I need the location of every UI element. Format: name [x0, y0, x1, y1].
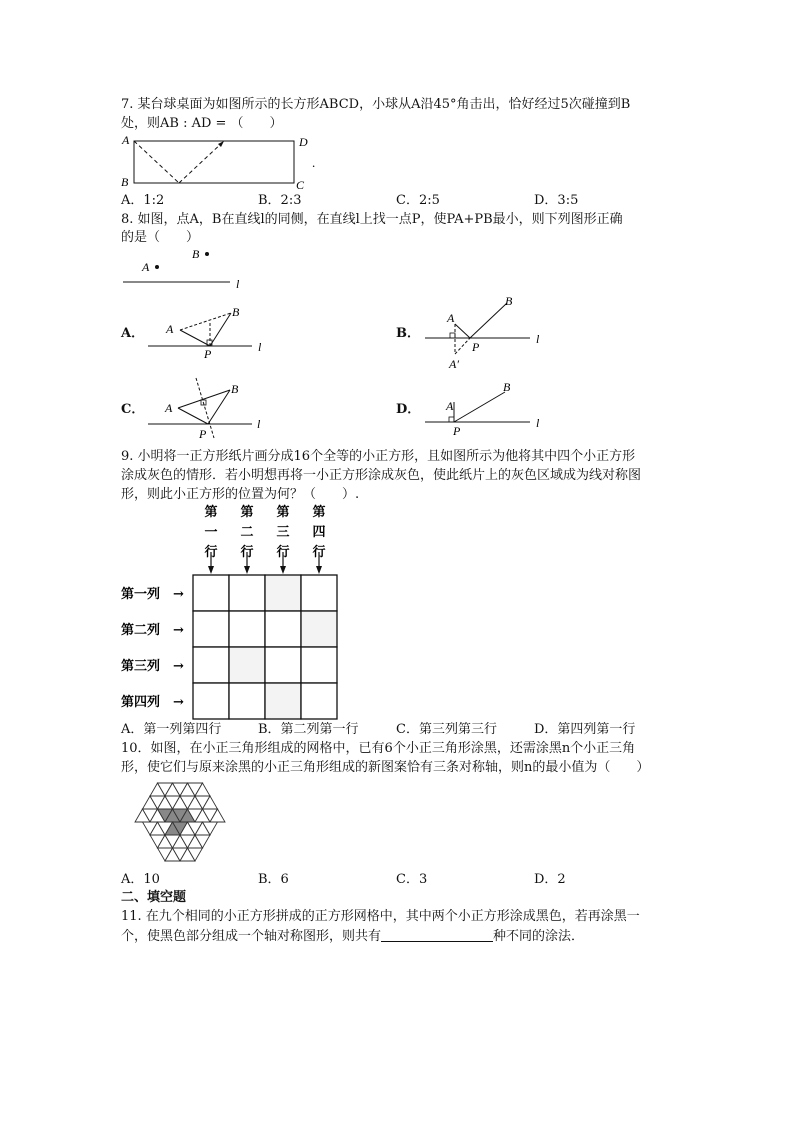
- q8-option-c-figure: [140, 370, 280, 442]
- q9-option-c: C．第三列第三行: [396, 722, 497, 737]
- q8d-label-a: A: [446, 399, 454, 413]
- grid-cell-r4-c4: [301, 683, 337, 719]
- q8b-label-l: l: [536, 332, 540, 346]
- row-header-3: 第三列: [121, 659, 161, 674]
- down-arrow-icon: [208, 566, 214, 574]
- q11-line1: 11. 在九个相同的小正方形拼成的正方形网格中，其中两个小正方形涂成黑色，若再涂黑一: [121, 909, 640, 924]
- grid-cell-r1-c3: [265, 575, 301, 611]
- q8-line1: 8. 如图，点A，B在直线l的同侧，在直线l上找一点P，使PA+PB最小，则下列图形正确: [121, 212, 623, 227]
- q8-option-c-letter: C．: [121, 402, 145, 417]
- q8-option-a-figure: [140, 300, 280, 362]
- down-arrow-icon: [244, 566, 250, 574]
- column-header-char: 二: [240, 525, 254, 540]
- q11-line2-post: 种不同的涂法．: [493, 929, 585, 944]
- q8b-label-b: B: [505, 294, 513, 308]
- q8c-label-p: P: [199, 427, 207, 441]
- q8c-label-b: B: [231, 382, 239, 396]
- q8c-label-l: l: [257, 417, 261, 431]
- grid-cell-r4-c3: [265, 683, 301, 719]
- column-header-char: 行: [312, 545, 326, 560]
- grid-cell-r2-c3: [265, 611, 301, 647]
- q8-option-b-letter: B．: [396, 326, 420, 341]
- grid-cell-r3-c1: [193, 647, 229, 683]
- q11-line2-pre: 个，使黑色部分组成一个轴对称图形，则共有: [121, 929, 382, 944]
- right-arrow-icon: →: [173, 587, 184, 602]
- down-arrow-icon: [280, 566, 286, 574]
- q10-option-d: D．2: [534, 872, 566, 887]
- right-arrow-icon: →: [173, 695, 184, 710]
- column-header-char: 四: [312, 525, 326, 540]
- q8b-label-a: A: [447, 311, 455, 325]
- column-header-char: 第: [276, 505, 290, 520]
- grid-cell-r2-c1: [193, 611, 229, 647]
- q9-option-b: B．第二列第一行: [258, 722, 359, 737]
- q8c-label-a: A: [165, 401, 173, 415]
- grid-cell-r3-c2: [229, 647, 265, 683]
- q7-label-c: C: [296, 178, 305, 192]
- q9-option-d: D．第四列第一行: [534, 722, 636, 737]
- q8-main-label-a: A: [142, 260, 150, 274]
- q7-option-c: C．2:5: [396, 193, 440, 208]
- q11-answer-blank[interactable]: [381, 927, 493, 942]
- right-arrow-icon: →: [173, 659, 184, 674]
- grid-cell-r2-c4: [301, 611, 337, 647]
- q7-label-a: A: [122, 133, 130, 147]
- q10-option-c: C．3: [396, 872, 428, 887]
- q9-line2: 涂成灰色的情形．若小明想再将一小正方形涂成灰色，使此纸片上的灰色区域成为线对称图: [121, 468, 642, 483]
- down-arrow-icon: [316, 566, 322, 574]
- q7-option-d: D．3:5: [534, 193, 579, 208]
- q8d-label-b: B: [503, 380, 511, 394]
- q8d-label-p: P: [453, 424, 461, 438]
- section2-title: 二、填空题: [121, 890, 187, 905]
- q11-line2: [121, 927, 584, 946]
- q8-option-a-letter: A．: [121, 326, 145, 341]
- q10-option-b: B．6: [258, 872, 289, 887]
- q10-triangle-grid: [120, 776, 240, 868]
- q7-label-b: B: [121, 175, 129, 189]
- column-header-char: 三: [276, 525, 290, 540]
- column-header-char: 行: [240, 545, 254, 560]
- q8-option-d-letter: D．: [396, 402, 421, 417]
- q9-option-a: A．第一列第四行: [121, 722, 222, 737]
- q8d-label-l: l: [536, 416, 540, 430]
- q8-main-label-b: B: [192, 247, 200, 261]
- q10-line2: 形，使它们与原来涂黑的小正三角形组成的新图案恰有三条对称轴，则n的最小值为（ ）: [121, 760, 650, 775]
- q9-line1: 9. 小明将一正方形纸片画分成16个全等的小正方形，且如图所示为他将其中四个小正方形: [121, 449, 636, 464]
- q9-line3: 形，则此小正方形的位置为何？（ ）.: [121, 487, 360, 502]
- q8b-label-a-prime: A′: [449, 357, 459, 371]
- q7-dot: .: [312, 155, 316, 170]
- column-header-char: 一: [204, 525, 218, 540]
- column-header-char: 第: [312, 505, 326, 520]
- grid-cell-r1-c1: [193, 575, 229, 611]
- q8-option-b-figure: [420, 290, 560, 370]
- right-arrow-icon: →: [173, 623, 184, 638]
- grid-cell-r4-c1: [193, 683, 229, 719]
- grid-cell-r3-c3: [265, 647, 301, 683]
- q7-option-b: B．2:3: [258, 193, 302, 208]
- column-header-char: 第: [240, 505, 254, 520]
- q7-line2: 处，则AB : AD = （ ）: [121, 116, 283, 131]
- column-header-char: 第: [204, 505, 218, 520]
- q7-figure: [118, 132, 338, 190]
- q8b-label-p: P: [472, 340, 480, 354]
- grid-cell-r2-c2: [229, 611, 265, 647]
- row-header-1: 第一列: [121, 587, 161, 602]
- q8-main-figure: [120, 244, 250, 290]
- q7-label-d: D: [299, 135, 308, 149]
- q8-line2: 的是（ ）: [121, 230, 200, 245]
- q8a-label-b: B: [232, 305, 240, 319]
- grid-cell-r4-c2: [229, 683, 265, 719]
- row-header-2: 第二列: [121, 623, 161, 638]
- q10-line1: 10．如图，在小正三角形组成的网格中，已有6个小正三角形涂黑，还需涂黑n个小正三角: [121, 741, 636, 756]
- q8-option-d-figure: [420, 374, 560, 438]
- column-header-char: 行: [204, 545, 218, 560]
- grid-cell-r1-c4: [301, 575, 337, 611]
- q10-option-a: A．10: [121, 872, 160, 887]
- q8-main-label-l: l: [236, 277, 240, 291]
- q9-grid-figure: [112, 500, 352, 722]
- q7-option-a: A．1:2: [121, 193, 165, 208]
- row-header-4: 第四列: [121, 695, 161, 710]
- q7-line1: 7. 某台球桌面为如图所示的长方形ABCD，小球从A沿45°角击出，恰好经过5次碰撞到B: [121, 97, 631, 112]
- column-header-char: 行: [276, 545, 290, 560]
- q8a-label-p: P: [204, 347, 212, 361]
- grid-cell-r3-c4: [301, 647, 337, 683]
- q8a-label-l: l: [258, 340, 262, 354]
- q8a-label-a: A: [166, 322, 174, 336]
- grid-cell-r1-c2: [229, 575, 265, 611]
